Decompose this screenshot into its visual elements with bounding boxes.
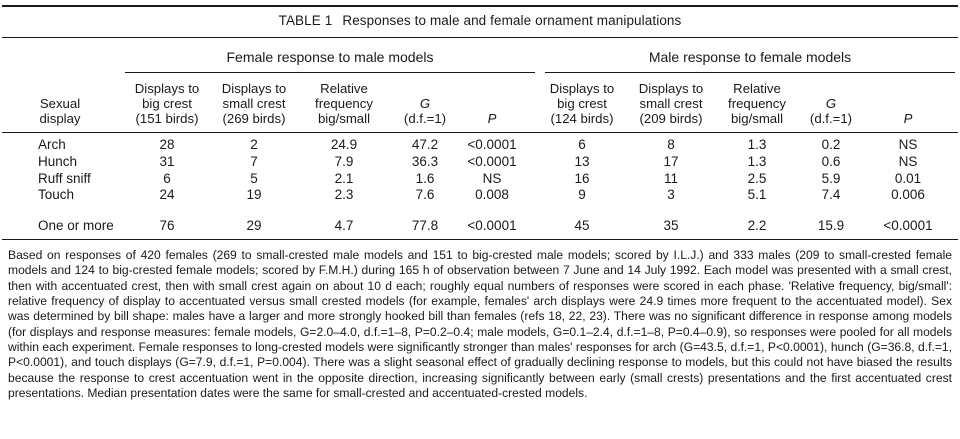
table-cell: 1.3 xyxy=(747,137,767,152)
column-header-line: P xyxy=(487,111,497,126)
table-cell: 7.4 xyxy=(821,187,841,202)
table-cell: 0.6 xyxy=(821,154,841,169)
table-cell: 9 xyxy=(578,187,586,202)
column-header-line: (d.f.=1) xyxy=(809,111,853,126)
table-caption: Responses to male and female ornament manipulations xyxy=(342,13,682,28)
column-header-line: G xyxy=(419,96,431,111)
table-cell: 8 xyxy=(667,137,675,152)
table-cell: <0.0001 xyxy=(883,218,933,233)
column-header-line: big/small xyxy=(317,111,371,126)
top-rule xyxy=(2,5,958,7)
table-cell: 0.006 xyxy=(891,187,925,202)
table-cell: 7.9 xyxy=(334,154,354,169)
table-cell: 7 xyxy=(250,154,258,169)
row-label: Hunch xyxy=(38,154,78,169)
table-title xyxy=(0,13,960,28)
table-cell: 0.2 xyxy=(821,137,841,152)
column-header xyxy=(536,81,628,126)
table-cell: 24 xyxy=(159,187,175,202)
table-cell: NS xyxy=(898,154,918,169)
column-header-line: (d.f.=1) xyxy=(403,111,447,126)
table-cell: 17 xyxy=(663,154,679,169)
column-header xyxy=(395,96,455,126)
column-header-line: Relative xyxy=(320,81,368,96)
table-cell: 1.3 xyxy=(747,154,767,169)
row-header-line: display xyxy=(39,111,81,126)
column-header-line: (124 birds) xyxy=(550,111,614,126)
column-header-line: Displays to xyxy=(549,81,615,96)
row-header xyxy=(20,96,100,126)
table-cell: 77.8 xyxy=(411,218,439,233)
column-header-line: Relative xyxy=(733,81,781,96)
table-cell: <0.0001 xyxy=(467,154,517,169)
column-header-line: G xyxy=(825,96,837,111)
table-cell: 2.3 xyxy=(334,187,354,202)
column-header-line: big/small xyxy=(730,111,784,126)
table-cell: 47.2 xyxy=(411,137,439,152)
table-cell: <0.0001 xyxy=(467,218,517,233)
table-cell: 4.7 xyxy=(334,218,354,233)
table-row xyxy=(0,171,960,187)
row-label: Touch xyxy=(38,187,75,202)
table-cell: 16 xyxy=(574,171,590,186)
table-cell: 76 xyxy=(159,218,175,233)
table-row xyxy=(0,218,960,234)
column-header-line: big crest xyxy=(142,96,192,111)
table-cell: 0.008 xyxy=(475,187,509,202)
column-header-line: P xyxy=(903,111,913,126)
row-header-line: Sexual xyxy=(39,96,81,111)
table-row xyxy=(0,187,960,203)
column-header-line: (209 birds) xyxy=(639,111,703,126)
table-cell: 2.1 xyxy=(334,171,354,186)
group-female-underline xyxy=(125,72,535,73)
column-header-line: (269 birds) xyxy=(222,111,286,126)
table-cell: 5.9 xyxy=(821,171,841,186)
table-cell: 45 xyxy=(574,218,590,233)
table-cell: 11 xyxy=(663,171,678,186)
table-cell: 15.9 xyxy=(817,218,845,233)
table-cell: 24.9 xyxy=(330,137,358,152)
column-header-line: frequency xyxy=(315,96,373,111)
column-header xyxy=(452,111,532,126)
table-cell: 3 xyxy=(667,187,675,202)
table-row xyxy=(0,137,960,153)
column-header xyxy=(301,81,387,126)
column-header-line: Displays to xyxy=(134,81,200,96)
table-cell: 5.1 xyxy=(747,187,767,202)
column-header-line: Displays to xyxy=(638,81,704,96)
table-cell: 0.01 xyxy=(894,171,922,186)
row-label: One or more xyxy=(38,218,114,233)
column-header-line: small crest xyxy=(639,96,703,111)
table-cell: 35 xyxy=(663,218,679,233)
column-header xyxy=(208,81,300,126)
table-label: TABLE 1 xyxy=(278,13,333,28)
table-cell: 31 xyxy=(159,154,175,169)
table-footnote xyxy=(8,248,952,401)
column-header-line: (151 birds) xyxy=(135,111,199,126)
table-cell: 36.3 xyxy=(411,154,439,169)
column-header-line: big crest xyxy=(557,96,607,111)
column-header xyxy=(801,96,861,126)
column-header xyxy=(868,111,948,126)
table-cell: 19 xyxy=(246,187,262,202)
table-cell: 29 xyxy=(246,218,262,233)
table-cell: NS xyxy=(482,171,502,186)
row-label: Arch xyxy=(38,137,66,152)
table-row xyxy=(0,154,960,170)
title-rule xyxy=(2,37,958,38)
column-header xyxy=(625,81,717,126)
table-cell: 28 xyxy=(159,137,175,152)
column-header xyxy=(121,81,213,126)
table-cell: NS xyxy=(898,137,918,152)
row-label: Ruff sniff xyxy=(38,171,91,186)
table-cell: 7.6 xyxy=(415,187,435,202)
table-cell: 2.5 xyxy=(747,171,767,186)
column-header-line: small crest xyxy=(222,96,286,111)
footnote-text: Based on responses of 420 females (269 to small-crested male models and 151 to big-crested male models; scored by I.L.J.) and 333 males (209 to small-crested female models and 124 to big-crested female models; scored by F.M.H.) during 165 h of observation between 7 June and 14 July 1992. Each model was presented with a small crest, then with accentuated crest, then with small crest again on about 10 d each; roughly equal numbers of responses were scored in each phase. 'Relative frequency, big/small': relative frequency of display to accentuated versus small crested models (for example, females' arch displays were 24.9 times more frequent to the accentuated model). Sex was determined by bill shape: males have a larger and more strongly hooked bill than females (refs 18, 22, 23). There was no significant difference in response among models (for displays and response measures: female models, G=2.0–4.0, d.f.=1–8, P=0.2–0.4; male models, G=0.1–2.4, d.f.=1–8, P=0.4–0.9), so responses were pooled for all models within each experiment. Female responses to long-crested models were significantly stronger than males' responses for arch (G=43.5, d.f.=1, P<0.0001), hunch (G=36.8, d.f.=1, P<0.0001), and touch displays (G=7.9, d.f.=1, P=0.004). There was a slight seasonal effect of gradually declining response to models, but this could not have biased the results because the response to crest accentuation went in the opposite direction, increasing significantly between early (small crests) presentations and the first accentuated crest presentations. Median presentation dates were the same for small-crested and accentuated-crested models. xyxy=(8,248,952,401)
group-male-underline xyxy=(545,72,955,73)
bottom-rule xyxy=(2,239,958,240)
column-header xyxy=(714,81,800,126)
column-header-line: frequency xyxy=(728,96,786,111)
header-rule xyxy=(2,132,958,133)
column-header-line: Displays to xyxy=(221,81,287,96)
table-cell: <0.0001 xyxy=(467,137,517,152)
table-cell: 6 xyxy=(578,137,586,152)
table-cell: 6 xyxy=(163,171,171,186)
table-cell: 1.6 xyxy=(415,171,435,186)
table-cell: 2.2 xyxy=(747,218,767,233)
table-cell: 5 xyxy=(250,171,258,186)
group-male-header: Male response to female models xyxy=(648,49,852,65)
table-cell: 13 xyxy=(574,154,590,169)
group-female-header: Female response to male models xyxy=(226,49,434,65)
table-cell: 2 xyxy=(250,137,258,152)
